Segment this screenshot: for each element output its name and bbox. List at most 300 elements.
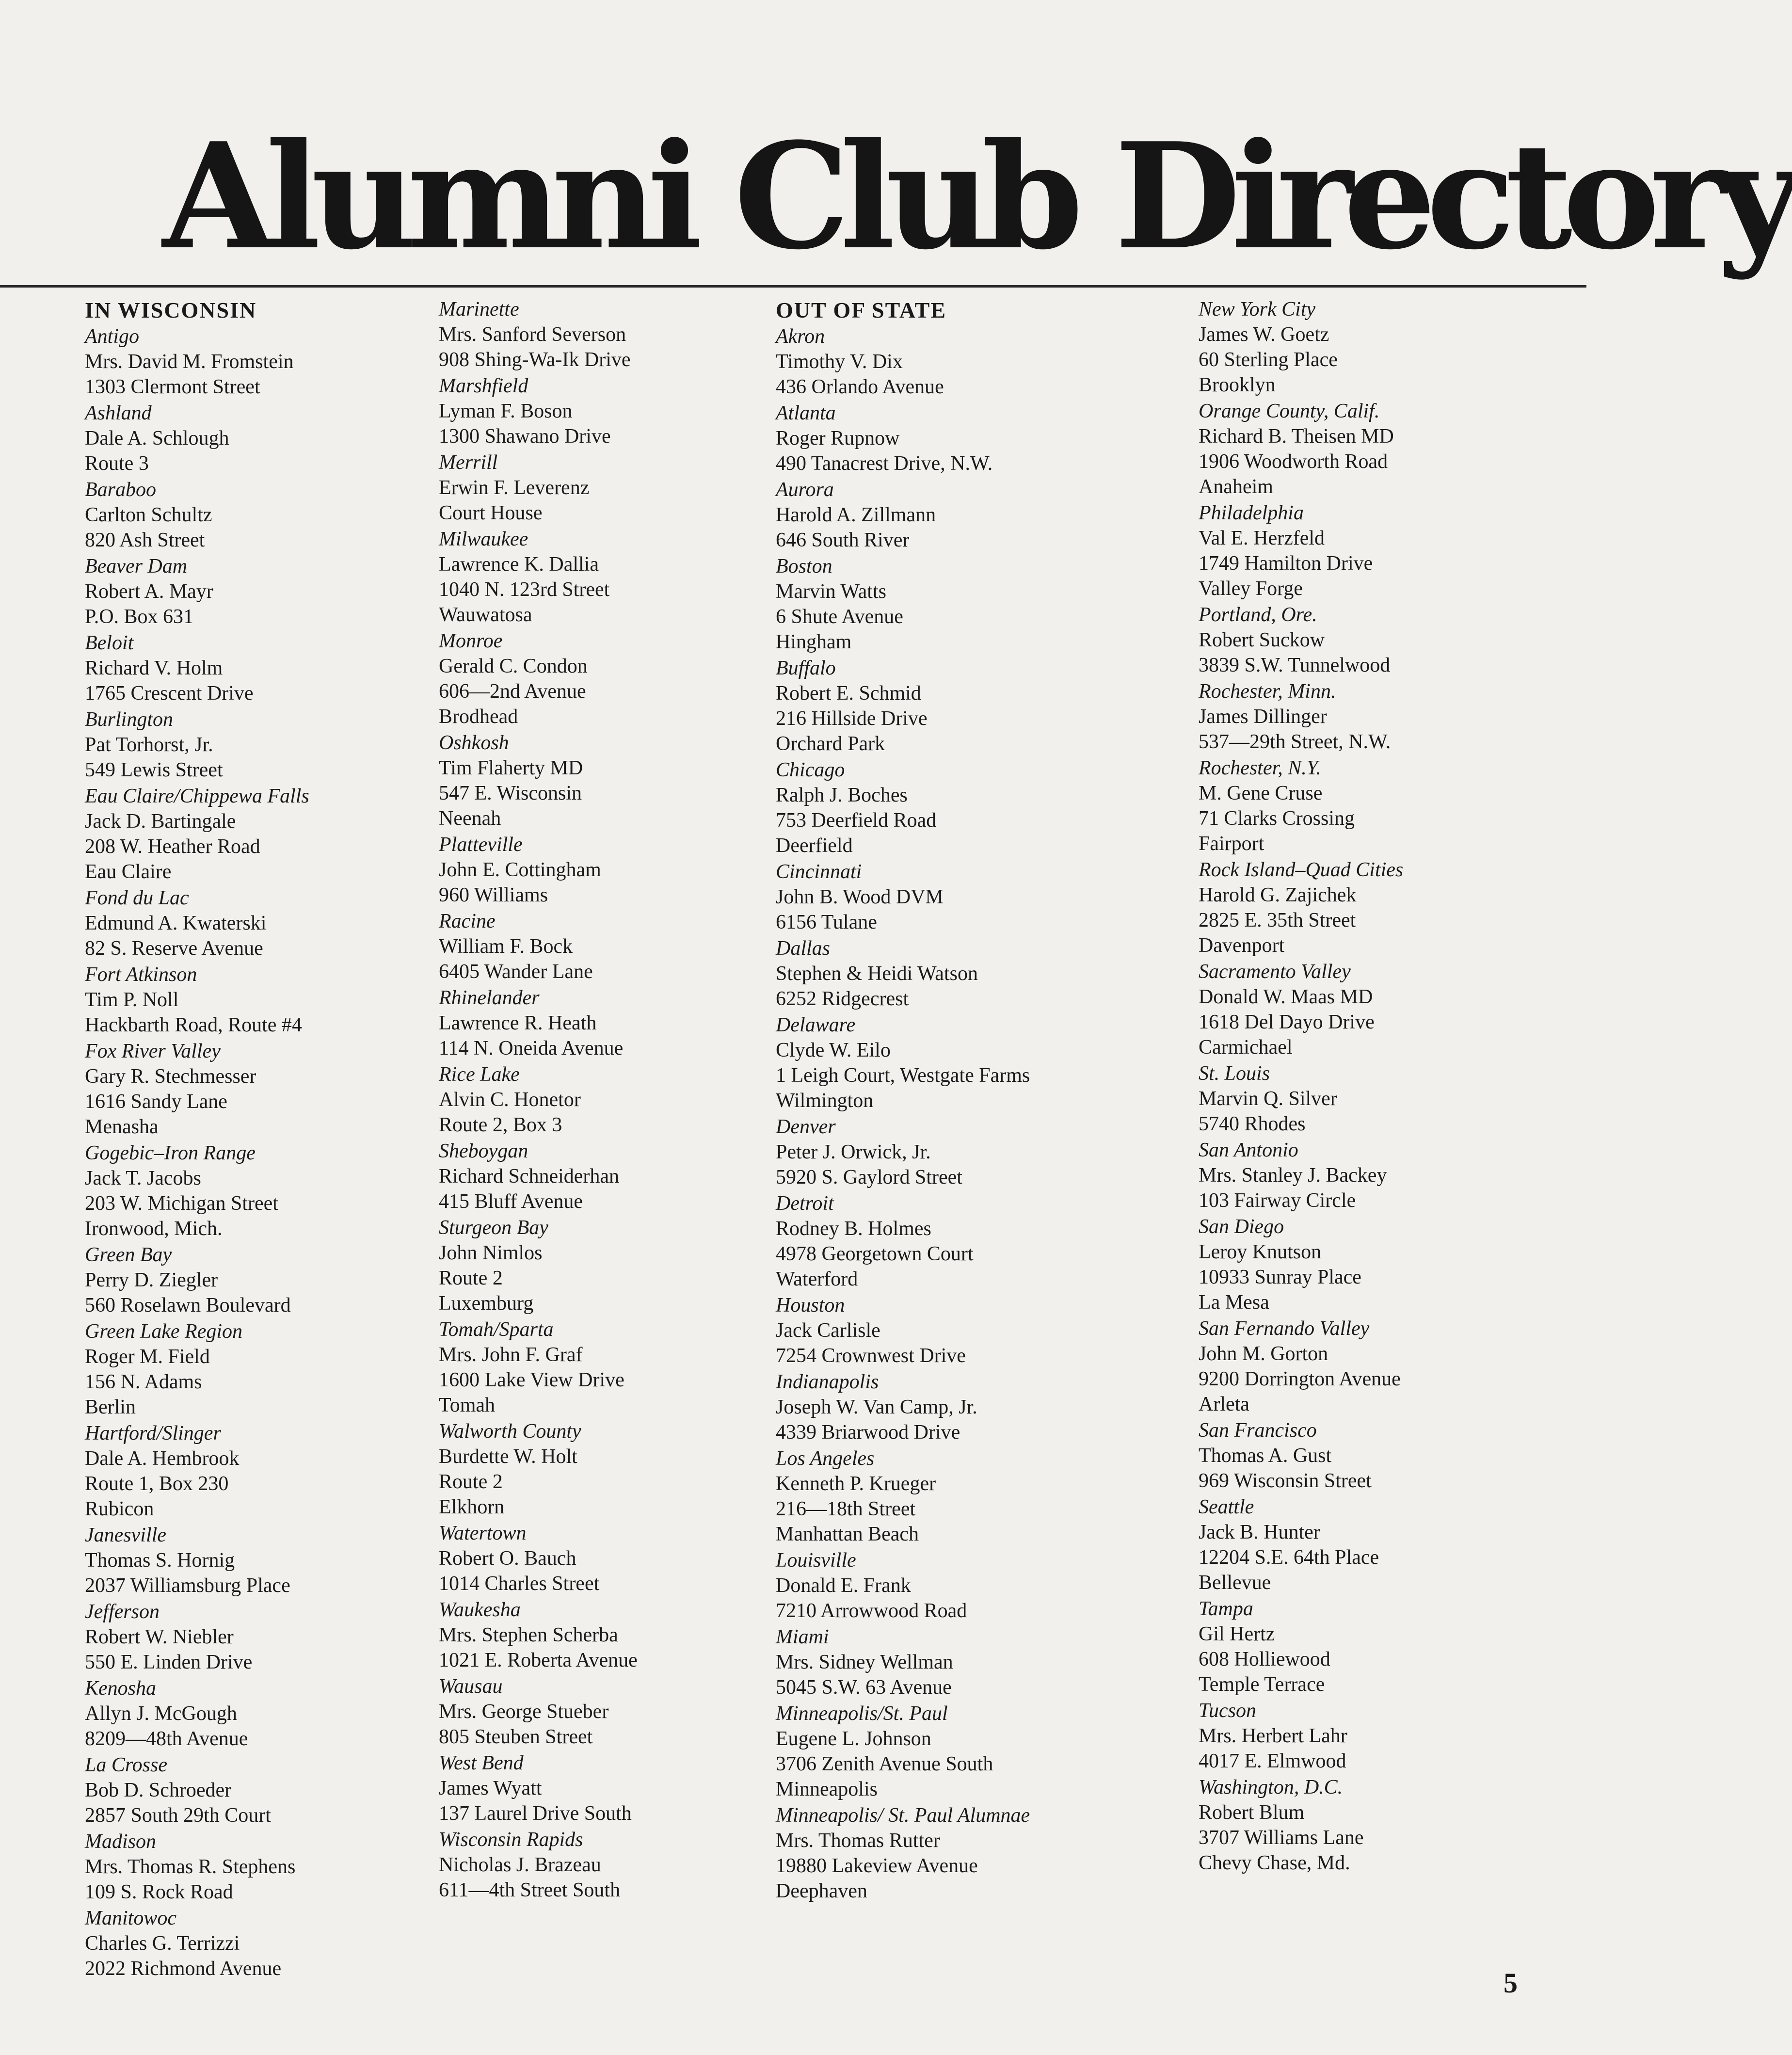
club-location: Philadelphia (1199, 502, 1304, 524)
club-location: Boston (776, 555, 832, 578)
club-entry (439, 1750, 800, 1826)
contact-address-line: 216 Hillside Drive (776, 707, 928, 730)
club-entry (85, 1039, 446, 1140)
contact-address-line: Route 2 (439, 1267, 503, 1289)
club-entry (776, 936, 1137, 1011)
club-entry (776, 477, 1137, 553)
contact-name: Timothy V. Dix (776, 351, 903, 373)
contact-address-line: 1749 Hamilton Drive (1199, 552, 1373, 575)
contact-address-line: 6156 Tulane (776, 911, 877, 933)
contact-address-line: 82 S. Reserve Avenue (85, 937, 263, 960)
club-location: Burlington (85, 708, 174, 731)
club-entry (776, 401, 1137, 476)
section-heading: IN WISCONSIN (85, 298, 257, 322)
contact-address-line: 60 Sterling Place (1199, 349, 1338, 371)
contact-name: Mrs. David M. Fromstein (85, 351, 294, 373)
contact-name: Mrs. John F. Graf (439, 1344, 583, 1366)
club-location: Los Angeles (776, 1447, 875, 1470)
contact-address-line: 103 Fairway Circle (1199, 1189, 1356, 1212)
club-location: Rochester, N.Y. (1199, 757, 1321, 779)
directory-column-4 (1199, 297, 1560, 1975)
contact-address-line: 753 Deerfield Road (776, 809, 937, 832)
club-location: Rhinelander (439, 987, 540, 1009)
club-location: Houston (776, 1294, 845, 1316)
club-location: Milwaukee (439, 528, 528, 550)
club-location: Washington, D.C. (1199, 1776, 1343, 1798)
club-location: Platteville (439, 834, 523, 856)
contact-name: Robert Suckow (1199, 629, 1325, 651)
contact-name: Mrs. Herbert Lahr (1199, 1725, 1347, 1747)
contact-address-line: 109 S. Rock Road (85, 1881, 233, 1903)
club-entry (85, 477, 446, 553)
contact-address-line: La Mesa (1199, 1291, 1269, 1314)
contact-name: Dale A. Schlough (85, 427, 229, 450)
contact-name: Richard B. Theisen MD (1199, 425, 1394, 448)
club-entry (776, 1369, 1137, 1445)
club-entry (439, 1062, 800, 1138)
club-entry (85, 885, 446, 961)
club-entry (776, 1548, 1137, 1623)
contact-address-line: 1618 Del Dayo Drive (1199, 1011, 1375, 1033)
contact-address-line: Eau Claire (85, 861, 172, 883)
contact-address-line: Deerfield (776, 835, 853, 857)
club-location: Monroe (439, 630, 503, 652)
club-entry (85, 401, 446, 476)
contact-name: Donald W. Maas MD (1199, 986, 1373, 1008)
contact-name: Charles G. Terrizzi (85, 1932, 240, 1955)
section-heading: OUT OF STATE (776, 298, 947, 322)
club-location: Miami (776, 1626, 829, 1648)
club-location: Sheboygan (439, 1140, 528, 1162)
contact-name: Robert Blum (1199, 1801, 1305, 1824)
contact-name: Lawrence R. Heath (439, 1012, 597, 1034)
club-entry (776, 757, 1137, 858)
contact-name: Richard Schneiderhan (439, 1165, 620, 1188)
contact-address-line: 608 Holliewood (1199, 1648, 1330, 1670)
club-entry (85, 1829, 446, 1905)
contact-address-line: 436 Orlando Avenue (776, 376, 944, 398)
contact-address-line: Menasha (85, 1116, 159, 1138)
club-location: West Bend (439, 1752, 524, 1774)
club-entry (1199, 1494, 1560, 1595)
contact-address-line: Davenport (1199, 934, 1285, 957)
contact-address-line: 3707 Williams Lane (1199, 1827, 1364, 1849)
contact-name: Nicholas J. Brazeau (439, 1854, 601, 1876)
club-entry (1199, 297, 1560, 398)
contact-address-line: Route 2 (439, 1471, 503, 1493)
club-entry (776, 1293, 1137, 1368)
contact-address-line: 490 Tanacrest Drive, N.W. (776, 452, 993, 475)
contact-name: Lyman F. Boson (439, 400, 573, 422)
club-location: San Diego (1199, 1216, 1284, 1238)
club-location: Detroit (776, 1192, 834, 1215)
contact-address-line: 4978 Georgetown Court (776, 1243, 974, 1265)
club-location: Jefferson (85, 1601, 160, 1623)
contact-address-line: 3706 Zenith Avenue South (776, 1753, 993, 1775)
contact-name: Jack T. Jacobs (85, 1167, 201, 1189)
club-entry (1199, 1061, 1560, 1137)
contact-address-line: 1303 Clermont Street (85, 376, 260, 398)
page-number: 5 (1504, 1967, 1518, 1999)
club-location: Waukesha (439, 1599, 521, 1621)
club-entry (85, 707, 446, 783)
club-location: Indianapolis (776, 1371, 879, 1393)
club-entry (1199, 1138, 1560, 1213)
club-entry (85, 1906, 446, 1981)
contact-name: Roger Rupnow (776, 427, 900, 450)
club-entry (1199, 679, 1560, 755)
club-location: Cincinnati (776, 861, 862, 883)
contact-address-line: 1765 Crescent Drive (85, 682, 254, 705)
contact-name: Jack B. Hunter (1199, 1521, 1320, 1543)
contact-address-line: Waterford (776, 1268, 858, 1290)
contact-address-line: 2022 Richmond Avenue (85, 1958, 282, 1980)
contact-name: Jack D. Bartingale (85, 810, 236, 833)
club-location: Wausau (439, 1675, 503, 1698)
contact-address-line: 12204 S.E. 64th Place (1199, 1546, 1379, 1569)
club-location: New York City (1199, 298, 1316, 321)
contact-name: Gil Hertz (1199, 1623, 1275, 1645)
club-entry (776, 859, 1137, 935)
contact-address-line: 960 Williams (439, 884, 548, 906)
club-entry (439, 297, 800, 372)
contact-address-line: 8209—48th Avenue (85, 1728, 248, 1750)
contact-address-line: Luxemburg (439, 1292, 534, 1315)
contact-address-line: 1906 Woodworth Road (1199, 450, 1388, 473)
club-entry (85, 962, 446, 1038)
contact-address-line: Carmichael (1199, 1036, 1293, 1059)
contact-name: Gary R. Stechmesser (85, 1065, 256, 1088)
contact-name: Val E. Herzfeld (1199, 527, 1325, 549)
contact-address-line: 820 Ash Street (85, 529, 205, 551)
club-entry (85, 1242, 446, 1318)
club-location: Kenosha (85, 1677, 156, 1700)
page-title: Alumni Club Directory (162, 111, 1792, 282)
contact-address-line: 203 W. Michigan Street (85, 1192, 278, 1215)
club-entry (1199, 1418, 1560, 1493)
contact-name: Mrs. Stephen Scherba (439, 1624, 618, 1646)
contact-name: Lawrence K. Dallia (439, 553, 599, 576)
contact-address-line: 4017 E. Elmwood (1199, 1750, 1346, 1772)
contact-address-line: Berlin (85, 1396, 136, 1418)
contact-address-line: Deephaven (776, 1880, 867, 1902)
contact-address-line: 1014 Charles Street (439, 1573, 600, 1595)
contact-address-line: 1300 Shawano Drive (439, 425, 611, 448)
club-entry (85, 1676, 446, 1751)
club-entry (1199, 399, 1560, 499)
club-entry (776, 1114, 1137, 1190)
club-entry (85, 1319, 446, 1420)
contact-address-line: 9200 Dorrington Avenue (1199, 1368, 1401, 1390)
contact-address-line: 156 N. Adams (85, 1371, 202, 1393)
club-location: Manitowoc (85, 1907, 176, 1929)
contact-address-line: Hingham (776, 631, 852, 653)
club-location: Merrill (439, 451, 498, 474)
club-location: Tucson (1199, 1700, 1257, 1722)
club-entry (776, 1803, 1137, 1904)
contact-name: James W. Goetz (1199, 323, 1329, 346)
contact-address-line: 550 E. Linden Drive (85, 1651, 253, 1673)
club-location: Antigo (85, 325, 139, 348)
club-entry (85, 630, 446, 706)
contact-address-line: 2857 South 29th Court (85, 1804, 271, 1827)
club-entry (776, 1624, 1137, 1700)
club-entry (85, 1523, 446, 1598)
contact-address-line: 1040 N. 123rd Street (439, 578, 610, 601)
club-location: Walworth County (439, 1420, 581, 1443)
title-rule (0, 285, 1586, 288)
club-location: St. Louis (1199, 1062, 1270, 1085)
contact-address-line: Temple Terrace (1199, 1673, 1325, 1696)
club-location: Madison (85, 1830, 156, 1853)
contact-address-line: Ironwood, Mich. (85, 1218, 223, 1240)
club-location: Orange County, Calif. (1199, 400, 1380, 422)
contact-name: John E. Cottingham (439, 859, 601, 881)
contact-name: Pat Torhorst, Jr. (85, 734, 213, 756)
club-entry (85, 1599, 446, 1675)
directory-column-2 (439, 297, 800, 1975)
club-entry (85, 554, 446, 629)
club-location: Racine (439, 910, 496, 932)
contact-name: James Wyatt (439, 1777, 542, 1799)
contact-address-line: 1616 Sandy Lane (85, 1091, 227, 1113)
club-location: Watertown (439, 1522, 527, 1544)
contact-address-line: Brooklyn (1199, 374, 1276, 396)
club-entry (85, 1752, 446, 1828)
contact-name: Mrs. Sidney Wellman (776, 1651, 953, 1673)
contact-name: Mrs. Sanford Severson (439, 323, 626, 346)
contact-address-line: Route 1, Box 230 (85, 1473, 229, 1495)
contact-address-line: 537—29th Street, N.W. (1199, 731, 1391, 753)
club-location: Beloit (85, 632, 134, 654)
contact-name: Mrs. George Stueber (439, 1701, 609, 1723)
contact-name: Carlton Schultz (85, 504, 212, 526)
contact-address-line: Fairport (1199, 833, 1264, 855)
contact-address-line: Court House (439, 502, 543, 524)
contact-name: Erwin F. Leverenz (439, 477, 590, 499)
club-entry (439, 628, 800, 729)
club-location: Fox River Valley (85, 1040, 221, 1062)
contact-address-line: Route 2, Box 3 (439, 1114, 562, 1136)
contact-address-line: Hackbarth Road, Route #4 (85, 1014, 302, 1036)
contact-name: Richard V. Holm (85, 657, 223, 679)
contact-name: Kenneth P. Krueger (776, 1473, 936, 1495)
contact-address-line: Rubicon (85, 1498, 154, 1520)
contact-address-line: 1021 E. Roberta Avenue (439, 1649, 638, 1671)
club-entry (439, 1317, 800, 1418)
contact-address-line: 2825 E. 35th Street (1199, 909, 1356, 931)
contact-name: Tim P. Noll (85, 989, 179, 1011)
club-entry (776, 324, 1137, 400)
club-entry (1199, 1698, 1560, 1774)
contact-name: Harold G. Zajichek (1199, 884, 1357, 906)
club-entry (1199, 755, 1560, 856)
contact-address-line: 10933 Sunray Place (1199, 1266, 1361, 1288)
club-location: Dallas (776, 937, 831, 960)
contact-address-line: 5045 S.W. 63 Avenue (776, 1676, 952, 1699)
club-entry (439, 373, 800, 449)
club-entry (1199, 1596, 1560, 1697)
contact-address-line: Anaheim (1199, 476, 1273, 498)
contact-name: Marvin Q. Silver (1199, 1088, 1337, 1110)
contact-address-line: Brodhead (439, 706, 518, 728)
club-location: Tampa (1199, 1598, 1253, 1620)
club-location: Buffalo (776, 657, 836, 679)
contact-name: John B. Wood DVM (776, 886, 944, 908)
directory-column-1 (85, 297, 446, 1980)
contact-address-line: 1600 Lake View Drive (439, 1369, 624, 1391)
club-location: Green Lake Region (85, 1320, 243, 1343)
club-entry (1199, 1316, 1560, 1417)
club-location: Fond du Lac (85, 887, 189, 909)
contact-name: Robert A. Mayr (85, 580, 213, 603)
contact-address-line: Route 3 (85, 452, 149, 475)
contact-name: Eugene L. Johnson (776, 1728, 931, 1750)
contact-address-line: 805 Steuben Street (439, 1726, 593, 1748)
contact-address-line: 547 E. Wisconsin (439, 782, 582, 804)
contact-address-line: 606—2nd Avenue (439, 680, 586, 703)
club-location: Eau Claire/Chippewa Falls (85, 785, 309, 807)
contact-name: Robert E. Schmid (776, 682, 921, 705)
contact-address-line: 4339 Briarwood Drive (776, 1421, 960, 1444)
club-entry (439, 1827, 800, 1903)
club-entry (1199, 602, 1560, 678)
contact-name: Mrs. Stanley J. Backey (1199, 1164, 1387, 1187)
club-location: Wisconsin Rapids (439, 1829, 583, 1851)
club-location: Baraboo (85, 479, 156, 501)
club-location: Fort Atkinson (85, 963, 197, 986)
contact-name: Mrs. Thomas R. Stephens (85, 1856, 296, 1878)
contact-name: John Nimlos (439, 1242, 543, 1264)
club-entry (439, 1674, 800, 1750)
club-location: Minneapolis/ St. Paul Alumnae (776, 1804, 1030, 1827)
contact-name: M. Gene Cruse (1199, 782, 1323, 804)
contact-name: Mrs. Thomas Rutter (776, 1830, 940, 1852)
directory-column-3 (776, 297, 1137, 1975)
contact-name: Stephen & Heidi Watson (776, 963, 978, 985)
contact-address-line: 114 N. Oneida Avenue (439, 1037, 624, 1060)
club-location: Rice Lake (439, 1063, 520, 1086)
contact-name: Robert W. Niebler (85, 1626, 234, 1648)
contact-name: Tim Flaherty MD (439, 757, 583, 779)
contact-address-line: 6405 Wander Lane (439, 961, 593, 983)
club-entry (776, 1446, 1137, 1547)
contact-name: Ralph J. Boches (776, 784, 908, 806)
contact-address-line: Neenah (439, 807, 501, 830)
contact-name: Roger M. Field (85, 1346, 210, 1368)
club-entry (776, 1012, 1137, 1113)
club-location: Akron (776, 325, 825, 348)
club-location: San Antonio (1199, 1139, 1298, 1161)
club-location: La Crosse (85, 1754, 167, 1776)
contact-address-line: Tomah (439, 1394, 496, 1416)
club-location: Oshkosh (439, 732, 509, 754)
contact-address-line: Elkhorn (439, 1496, 505, 1518)
club-entry (776, 1191, 1137, 1292)
club-entry (439, 730, 800, 831)
club-location: Sturgeon Bay (439, 1217, 548, 1239)
contact-name: Donald E. Frank (776, 1574, 911, 1597)
club-entry (1199, 857, 1560, 958)
club-location: Rock Island–Quad Cities (1199, 859, 1404, 881)
club-entry (776, 1701, 1137, 1802)
club-entry (439, 832, 800, 908)
contact-name: Leroy Knutson (1199, 1241, 1322, 1263)
contact-address-line: 5920 S. Gaylord Street (776, 1166, 962, 1188)
club-location: Chicago (776, 759, 845, 781)
contact-address-line: 549 Lewis Street (85, 759, 223, 781)
contact-name: Jack Carlisle (776, 1319, 880, 1342)
contact-name: William F. Bock (439, 935, 573, 958)
club-entry (439, 1597, 800, 1673)
club-entry (776, 554, 1137, 655)
club-entry (439, 1419, 800, 1520)
club-location: Seattle (1199, 1496, 1254, 1518)
club-entry (1199, 959, 1560, 1060)
club-entry (776, 656, 1137, 756)
contact-address-line: Minneapolis (776, 1778, 878, 1800)
club-entry (85, 1421, 446, 1522)
contact-address-line: Arleta (1199, 1393, 1249, 1415)
contact-address-line: 7254 Crownwest Drive (776, 1345, 966, 1367)
contact-address-line: 1 Leigh Court, Westgate Farms (776, 1064, 1030, 1087)
contact-name: Perry D. Ziegler (85, 1269, 218, 1291)
contact-name: Rodney B. Holmes (776, 1218, 931, 1240)
contact-name: John M. Gorton (1199, 1343, 1328, 1365)
club-entry (439, 1215, 800, 1316)
contact-address-line: 208 W. Heather Road (85, 835, 260, 858)
contact-address-line: 646 South River (776, 529, 910, 551)
contact-name: Bob D. Schroeder (85, 1779, 232, 1801)
contact-name: James Dillinger (1199, 706, 1327, 728)
club-entry (439, 1139, 800, 1214)
contact-name: Peter J. Orwick, Jr. (776, 1141, 931, 1163)
contact-name: Harold A. Zillmann (776, 504, 936, 526)
contact-address-line: 5740 Rhodes (1199, 1113, 1306, 1135)
contact-address-line: P.O. Box 631 (85, 606, 194, 628)
club-location: Atlanta (776, 402, 836, 424)
contact-address-line: Wauwatosa (439, 604, 532, 626)
contact-name: Dale A. Hembrook (85, 1447, 240, 1470)
club-location: Tomah/Sparta (439, 1318, 554, 1341)
contact-address-line: 3839 S.W. Tunnelwood (1199, 654, 1391, 676)
club-entry (439, 450, 800, 526)
club-location: Rochester, Minn. (1199, 680, 1336, 703)
contact-address-line: 2037 Williamsburg Place (85, 1574, 290, 1597)
contact-address-line: Wilmington (776, 1090, 874, 1112)
contact-name: Gerald C. Condon (439, 655, 588, 677)
contact-address-line: 611—4th Street South (439, 1879, 621, 1901)
club-entry (439, 1521, 800, 1596)
contact-address-line: Orchard Park (776, 733, 885, 755)
club-location: Portland, Ore. (1199, 604, 1317, 626)
contact-address-line: 6252 Ridgecrest (776, 988, 909, 1010)
contact-name: Thomas A. Gust (1199, 1445, 1332, 1467)
contact-name: Allyn J. McGough (85, 1702, 237, 1725)
contact-address-line: 7210 Arrowwood Road (776, 1600, 967, 1622)
club-location: Beaver Dam (85, 555, 188, 578)
contact-address-line: 560 Roselawn Boulevard (85, 1294, 291, 1316)
club-location: Marinette (439, 298, 519, 321)
club-location: Hartford/Slinger (85, 1422, 221, 1445)
contact-address-line: Chevy Chase, Md. (1199, 1852, 1350, 1874)
contact-name: Marvin Watts (776, 580, 886, 603)
contact-address-line: 71 Clarks Crossing (1199, 807, 1355, 830)
club-location: Janesville (85, 1524, 166, 1546)
club-location: Denver (776, 1116, 836, 1138)
club-location: Gogebic–Iron Range (85, 1142, 256, 1164)
contact-name: Joseph W. Van Camp, Jr. (776, 1396, 977, 1418)
